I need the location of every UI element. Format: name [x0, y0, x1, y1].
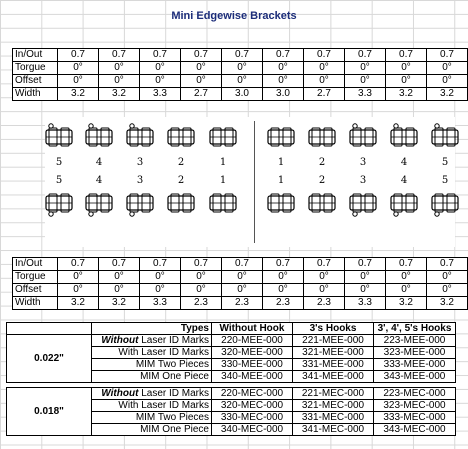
bracket-drawing	[306, 123, 338, 151]
spec-value: 0°	[140, 75, 181, 88]
product-code: 323-MEE-000	[374, 347, 456, 359]
spec-value: 0°	[140, 62, 181, 75]
column-header: Types	[92, 323, 212, 335]
bracket-type	[92, 335, 212, 347]
spec-value: 0.7	[386, 258, 427, 271]
row-label: Torgue	[13, 271, 58, 284]
tooth-number: 4	[95, 175, 103, 186]
spec-value: 0°	[222, 271, 263, 284]
spec-value: 0°	[181, 284, 222, 297]
bracket-drawing	[124, 189, 156, 217]
tooth-number: 4	[400, 157, 408, 168]
spec-value: 0°	[99, 284, 140, 297]
tooth-number: 3	[359, 175, 367, 186]
tooth-number: 2	[318, 157, 326, 168]
wire-size: 0.018"	[7, 388, 92, 436]
bracket-drawing	[83, 123, 115, 151]
table-row	[7, 335, 456, 347]
tooth-number: 3	[136, 175, 144, 186]
product-code: 223-MEE-000	[374, 335, 456, 347]
product-code: 333-MEC-000	[374, 412, 456, 424]
spec-value: 3.2	[58, 297, 99, 310]
spec-value: 0°	[58, 75, 99, 88]
tooth-number: 4	[400, 175, 408, 186]
spec-value: 2.7	[304, 88, 345, 101]
spec-value: 0°	[427, 284, 468, 297]
bracket-drawing	[43, 189, 75, 217]
product-code: 323-MEC-000	[374, 400, 456, 412]
spec-value: 0°	[181, 62, 222, 75]
spec-value: 3.3	[345, 297, 386, 310]
spec-value: 0°	[222, 284, 263, 297]
column-header: 3', 4', 5's Hooks	[374, 323, 456, 335]
bracket-drawing	[388, 189, 420, 217]
spec-value: 0°	[345, 271, 386, 284]
bracket-drawing	[124, 123, 156, 151]
bracket-drawing	[207, 189, 239, 217]
type-emphasis: Without	[101, 335, 139, 346]
spec-value: 0°	[427, 75, 468, 88]
bracket-drawing	[347, 189, 379, 217]
spec-value: 0.7	[263, 258, 304, 271]
spec-value: 0.7	[386, 49, 427, 62]
spec-value: 0.7	[304, 258, 345, 271]
spec-table-bottom	[12, 257, 468, 310]
product-code: 343-MEE-000	[374, 371, 456, 383]
product-code: 320-MEC-000	[212, 400, 293, 412]
spec-value: 3.2	[58, 88, 99, 101]
spec-value: 0°	[263, 75, 304, 88]
spec-value: 0°	[140, 271, 181, 284]
spec-value: 0°	[386, 62, 427, 75]
spec-value: 0°	[427, 271, 468, 284]
spec-value: 0.7	[427, 49, 468, 62]
product-code: 331-MEC-000	[293, 412, 374, 424]
spec-value: 0°	[304, 284, 345, 297]
column-header: 3's Hooks	[293, 323, 374, 335]
spec-value: 2.3	[263, 297, 304, 310]
spec-value: 0°	[263, 62, 304, 75]
spec-value: 0.7	[181, 49, 222, 62]
spec-value: 3.2	[99, 88, 140, 101]
tooth-number: 5	[441, 175, 449, 186]
bracket-type: With Laser ID Marks	[92, 347, 212, 359]
spec-value: 3.2	[386, 297, 427, 310]
type-rest: Laser ID Marks	[138, 388, 209, 399]
bracket-drawing	[429, 189, 461, 217]
spec-value: 0°	[58, 62, 99, 75]
spec-value: 0°	[345, 284, 386, 297]
product-code: 330-MEE-000	[212, 359, 293, 371]
spec-value: 0.7	[58, 258, 99, 271]
spec-value: 0.7	[345, 258, 386, 271]
spec-value: 3.0	[222, 88, 263, 101]
spec-value: 0°	[58, 271, 99, 284]
tooth-number: 2	[177, 157, 185, 168]
spec-row-offset	[13, 75, 468, 88]
product-code: 221-MEC-000	[293, 388, 374, 400]
spec-value: 3.2	[427, 297, 468, 310]
spec-value: 0°	[427, 62, 468, 75]
type-emphasis: Without	[101, 388, 139, 399]
product-code: 340-MEE-000	[212, 371, 293, 383]
spec-value: 3.2	[99, 297, 140, 310]
spec-value: 0°	[140, 284, 181, 297]
product-code: 340-MEC-000	[212, 424, 293, 436]
product-code: 333-MEE-000	[374, 359, 456, 371]
spec-value: 0°	[99, 62, 140, 75]
table-row	[7, 388, 456, 400]
spec-value: 0.7	[345, 49, 386, 62]
header-blank	[7, 323, 92, 335]
row-label: In/Out	[13, 258, 58, 271]
spec-row-torgue	[13, 271, 468, 284]
tooth-number: 1	[277, 175, 285, 186]
row-label: Width	[13, 88, 58, 101]
tooth-number: 1	[219, 175, 227, 186]
spec-value: 3.2	[386, 88, 427, 101]
row-label: Torgue	[13, 62, 58, 75]
spec-value: 3.3	[140, 88, 181, 101]
spec-value: 0°	[99, 75, 140, 88]
tooth-number: 1	[277, 157, 285, 168]
spec-row-in_out	[13, 258, 468, 271]
tooth-number: 3	[359, 157, 367, 168]
spec-value: 0.7	[304, 49, 345, 62]
spec-value: 0°	[304, 271, 345, 284]
spec-value: 0°	[181, 271, 222, 284]
spec-value: 0°	[386, 284, 427, 297]
spec-value: 0.7	[263, 49, 304, 62]
wire-size: 0.022"	[7, 335, 92, 383]
tooth-number: 3	[136, 157, 144, 168]
spec-value: 0°	[345, 75, 386, 88]
bracket-drawing	[347, 123, 379, 151]
product-code: 221-MEE-000	[293, 335, 374, 347]
bracket-type: MIM Two Pieces	[92, 412, 212, 424]
product-code: 320-MEE-000	[212, 347, 293, 359]
spec-value: 0.7	[181, 258, 222, 271]
spec-table-top	[12, 48, 468, 101]
bracket-drawing	[83, 189, 115, 217]
tooth-number: 5	[55, 157, 63, 168]
product-code: 330-MEC-000	[212, 412, 293, 424]
spec-value: 0°	[386, 271, 427, 284]
tooth-number: 1	[219, 157, 227, 168]
bracket-drawing	[43, 123, 75, 151]
bracket-type: MIM Two Pieces	[92, 359, 212, 371]
spec-value: 3.0	[263, 88, 304, 101]
spec-row-offset	[13, 284, 468, 297]
spec-row-width	[13, 88, 468, 101]
bracket-drawing	[165, 123, 197, 151]
column-header: Without Hook	[212, 323, 293, 335]
spec-value: 0°	[222, 75, 263, 88]
product-code: 220-MEE-000	[212, 335, 293, 347]
spec-value: 2.3	[304, 297, 345, 310]
product-code: 343-MEC-000	[374, 424, 456, 436]
bracket-drawing	[265, 189, 297, 217]
tooth-number: 4	[95, 157, 103, 168]
spec-value: 0.7	[99, 49, 140, 62]
tooth-number: 2	[177, 175, 185, 186]
spec-value: 0°	[222, 62, 263, 75]
bracket-drawing	[207, 123, 239, 151]
spec-value: 0°	[181, 75, 222, 88]
product-code: 331-MEE-000	[293, 359, 374, 371]
product-code: 321-MEC-000	[293, 400, 374, 412]
bracket-drawing	[388, 123, 420, 151]
product-code: 220-MEC-000	[212, 388, 293, 400]
bracket-drawing	[265, 123, 297, 151]
midline-divider	[254, 121, 255, 243]
spec-value: 3.3	[345, 88, 386, 101]
tooth-number: 2	[318, 175, 326, 186]
bracket-drawing	[165, 189, 197, 217]
spec-value: 0.7	[222, 49, 263, 62]
spec-value: 3.2	[427, 88, 468, 101]
bracket-type: With Laser ID Marks	[92, 400, 212, 412]
tooth-number: 5	[55, 175, 63, 186]
row-label: Offset	[13, 284, 58, 297]
spec-value: 0.7	[58, 49, 99, 62]
spec-value: 0°	[263, 271, 304, 284]
page-title: Mini Edgewise Brackets	[171, 10, 297, 22]
bracket-drawing	[306, 189, 338, 217]
product-code: 341-MEC-000	[293, 424, 374, 436]
bracket-type: MIM One Piece	[92, 424, 212, 436]
spec-value: 0.7	[140, 258, 181, 271]
spec-value: 0°	[58, 284, 99, 297]
spec-value: 0.7	[427, 258, 468, 271]
product-code: 223-MEC-000	[374, 388, 456, 400]
row-label: Width	[13, 297, 58, 310]
spec-value: 3.3	[140, 297, 181, 310]
type-rest: Laser ID Marks	[138, 335, 209, 346]
spec-value: 0°	[263, 284, 304, 297]
spec-value: 0°	[386, 75, 427, 88]
spec-value: 0.7	[99, 258, 140, 271]
row-label: Offset	[13, 75, 58, 88]
product-code: 321-MEE-000	[293, 347, 374, 359]
spec-value: 0.7	[222, 258, 263, 271]
bracket-illustration	[45, 117, 455, 247]
tooth-number: 5	[441, 157, 449, 168]
spec-row-torgue	[13, 62, 468, 75]
product-code: 341-MEE-000	[293, 371, 374, 383]
spec-row-width	[13, 297, 468, 310]
spec-value: 0°	[99, 271, 140, 284]
bracket-type	[92, 388, 212, 400]
bracket-type: MIM One Piece	[92, 371, 212, 383]
row-label: In/Out	[13, 49, 58, 62]
spec-value: 0°	[304, 62, 345, 75]
spec-value: 2.7	[181, 88, 222, 101]
product-code-table	[6, 322, 456, 436]
code-table-header	[7, 323, 456, 335]
spec-row-in_out	[13, 49, 468, 62]
bracket-drawing	[429, 123, 461, 151]
spec-value: 0.7	[140, 49, 181, 62]
spec-value: 2.3	[181, 297, 222, 310]
spec-value: 0°	[345, 62, 386, 75]
spec-value: 0°	[304, 75, 345, 88]
spec-value: 2.3	[222, 297, 263, 310]
